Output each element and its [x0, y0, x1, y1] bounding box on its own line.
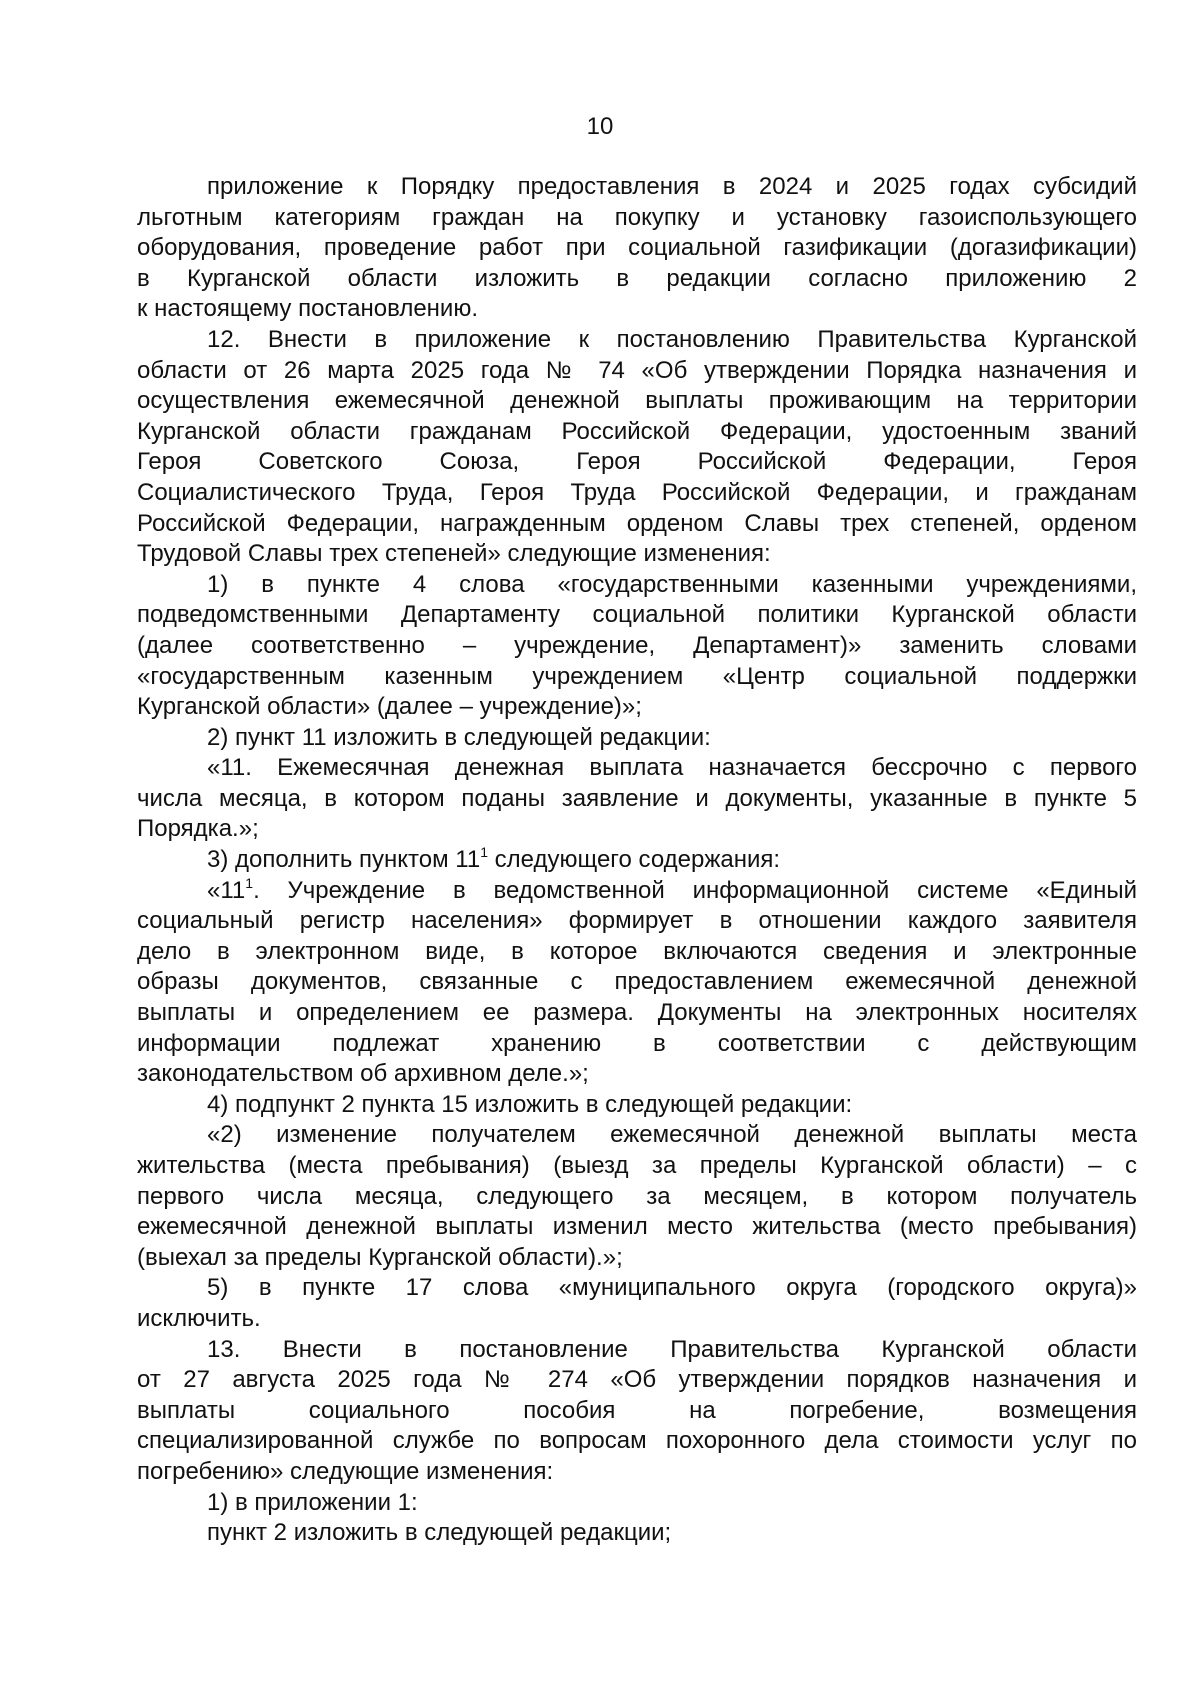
text-line	[137, 509, 1137, 540]
superscript: 1	[480, 844, 488, 861]
text-line-content: «11. Ежемесячная денежная выплата назначается бессрочно с первого	[207, 754, 1137, 782]
text-line	[137, 1212, 1137, 1243]
text-line	[137, 753, 1137, 784]
text-line-continuation: следующего содержания:	[487, 846, 781, 874]
text-line	[137, 478, 1137, 509]
text-line	[137, 600, 1137, 631]
text-line	[137, 1273, 1137, 1304]
text-line-content: первого числа месяца, следующего за месяцем, в котором получатель	[137, 1182, 1137, 1210]
text-line	[137, 662, 1137, 693]
text-line	[137, 1182, 1137, 1213]
text-line	[137, 356, 1137, 387]
text-line	[137, 845, 1137, 876]
text-line	[137, 264, 1137, 295]
text-line-content: «11	[207, 876, 246, 904]
text-line-content: оборудования, проведение работ при социальной газификации (догазификации)	[137, 234, 1137, 262]
text-line-content: 1) в приложении 1:	[207, 1488, 418, 1516]
text-line	[137, 172, 1137, 203]
superscript: 1	[245, 874, 254, 891]
text-line	[137, 631, 1137, 662]
text-line-content: Курганской области» (далее – учреждение)»;	[137, 693, 642, 721]
text-line-content: Социалистического Труда, Героя Труда Российской Федерации, и гражданам	[137, 478, 1137, 506]
text-line-content: Трудовой Славы трех степеней» следующие изменения:	[137, 540, 771, 568]
text-line-content: Российской Федерации, награжденным орденом Славы трех степеней, орденом	[137, 509, 1137, 537]
text-line-content: жительства (места пребывания) (выезд за пределы Курганской области) – с	[137, 1152, 1137, 1179]
text-line-content: 1) в пункте 4 слова «государственными казенными учреждениями,	[207, 570, 1137, 598]
text-line-content: «2) изменение получателем ежемесячной денежной выплаты места	[207, 1121, 1137, 1149]
text-line-content: Порядка.»;	[137, 815, 259, 843]
text-line	[137, 1488, 1137, 1519]
text-line	[137, 325, 1137, 356]
text-line	[137, 998, 1137, 1029]
text-line-content: Курганской области гражданам Российской Федерации, удостоенным званий	[137, 417, 1137, 445]
text-line-content: погребению» следующие изменения:	[137, 1457, 554, 1485]
text-line	[137, 1059, 1137, 1090]
text-line	[137, 906, 1137, 937]
text-line	[137, 1243, 1137, 1274]
text-line-content: выплаты социального пособия на погребение, возмещения	[137, 1396, 1137, 1424]
text-line-content: (далее соответственно – учреждение, Департамент)» заменить словами	[137, 631, 1137, 659]
text-line	[137, 1365, 1137, 1396]
text-line-content: 5) в пункте 17 слова «муниципального округа (городского округа)»	[207, 1274, 1137, 1302]
text-line	[137, 570, 1137, 601]
text-line	[137, 723, 1137, 754]
text-line-content: исключить.	[137, 1304, 261, 1332]
text-line-content: 3) дополнить пунктом 11	[207, 846, 481, 874]
text-line-content: от 27 августа 2025 года № 274 «Об утверждении порядков назначения и	[137, 1366, 1137, 1394]
text-line	[137, 294, 1137, 325]
text-line	[137, 539, 1137, 570]
text-line-content: информации подлежат хранению в соответствии с действующим	[137, 1029, 1137, 1057]
text-line-content: «государственным казенным учреждением «Центр социальной поддержки	[137, 662, 1137, 690]
text-line-content: 4) подпункт 2 пункта 15 изложить в следующей редакции:	[207, 1090, 853, 1118]
text-line	[137, 447, 1137, 478]
text-line	[137, 1090, 1137, 1121]
text-line	[137, 1426, 1137, 1457]
text-line	[137, 692, 1137, 723]
text-line-content: в Курганской области изложить в редакции согласно приложению 2	[137, 264, 1137, 292]
text-line-content: образы документов, связанные с предоставлением ежемесячной денежной	[137, 968, 1137, 996]
text-line	[137, 1151, 1137, 1182]
text-line-content: законодательством об архивном деле.»;	[137, 1060, 589, 1088]
text-line-content: к настоящему постановлению.	[137, 295, 478, 323]
text-line-content: пункт 2 изложить в следующей редакции;	[207, 1519, 672, 1547]
text-line	[137, 1396, 1137, 1427]
text-line-content: 2) пункт 11 изложить в следующей редакции:	[207, 723, 711, 751]
text-line-content: специализированной службе по вопросам похоронного дела стоимости услуг по	[137, 1427, 1137, 1455]
text-line	[137, 876, 1137, 907]
text-line	[137, 814, 1137, 845]
text-line-content: подведомственными Департаменту социальной политики Курганской области	[137, 601, 1137, 629]
text-line	[137, 1029, 1137, 1060]
text-line-content: числа месяца, в котором поданы заявление и документы, указанные в пункте 5	[137, 784, 1137, 812]
text-line	[137, 1304, 1137, 1335]
text-line	[137, 937, 1137, 968]
text-line	[137, 1518, 1137, 1549]
text-line	[137, 233, 1137, 264]
text-line-content: приложение к Порядку предоставления в 2024 и 2025 годах субсидий	[207, 173, 1137, 200]
text-line-content: 13. Внести в постановление Правительства Курганской области	[207, 1335, 1137, 1363]
text-line-content: области от 26 марта 2025 года № 74 «Об утверждении Порядка назначения и	[137, 356, 1137, 384]
text-line-content: (выехал за пределы Курганской области).»;	[137, 1243, 623, 1271]
text-line-content: ежемесячной денежной выплаты изменил место жительства (место пребывания)	[137, 1213, 1137, 1241]
text-line	[137, 1120, 1137, 1151]
text-line	[137, 1457, 1137, 1488]
text-line-content: выплаты и определением ее размера. Документы на электронных носителях	[137, 999, 1137, 1027]
text-line-content: дело в электронном виде, в которое включаются сведения и электронные	[137, 937, 1137, 965]
text-line-content: льготным категориям граждан на покупку и установку газоиспользующего	[137, 203, 1137, 231]
text-line	[137, 1335, 1137, 1366]
text-line-content: 12. Внести в приложение к постановлению Правительства Курганской	[207, 325, 1137, 353]
text-line	[137, 417, 1137, 448]
text-line-content: Героя Советского Союза, Героя Российской Федерации, Героя	[137, 448, 1137, 476]
text-line	[137, 203, 1137, 234]
text-line-content: осуществления ежемесячной денежной выплаты проживающим на территории	[137, 387, 1137, 415]
text-line-content: социальный регистр населения» формирует в отношении каждого заявителя	[137, 907, 1137, 935]
page-number: 10	[586, 113, 614, 140]
document-body	[137, 172, 1137, 1549]
text-line	[137, 784, 1137, 815]
text-line	[137, 386, 1137, 417]
text-line-continuation: . Учреждение в ведомственной информационной системе «Единый	[253, 876, 1137, 904]
text-line	[137, 967, 1137, 998]
